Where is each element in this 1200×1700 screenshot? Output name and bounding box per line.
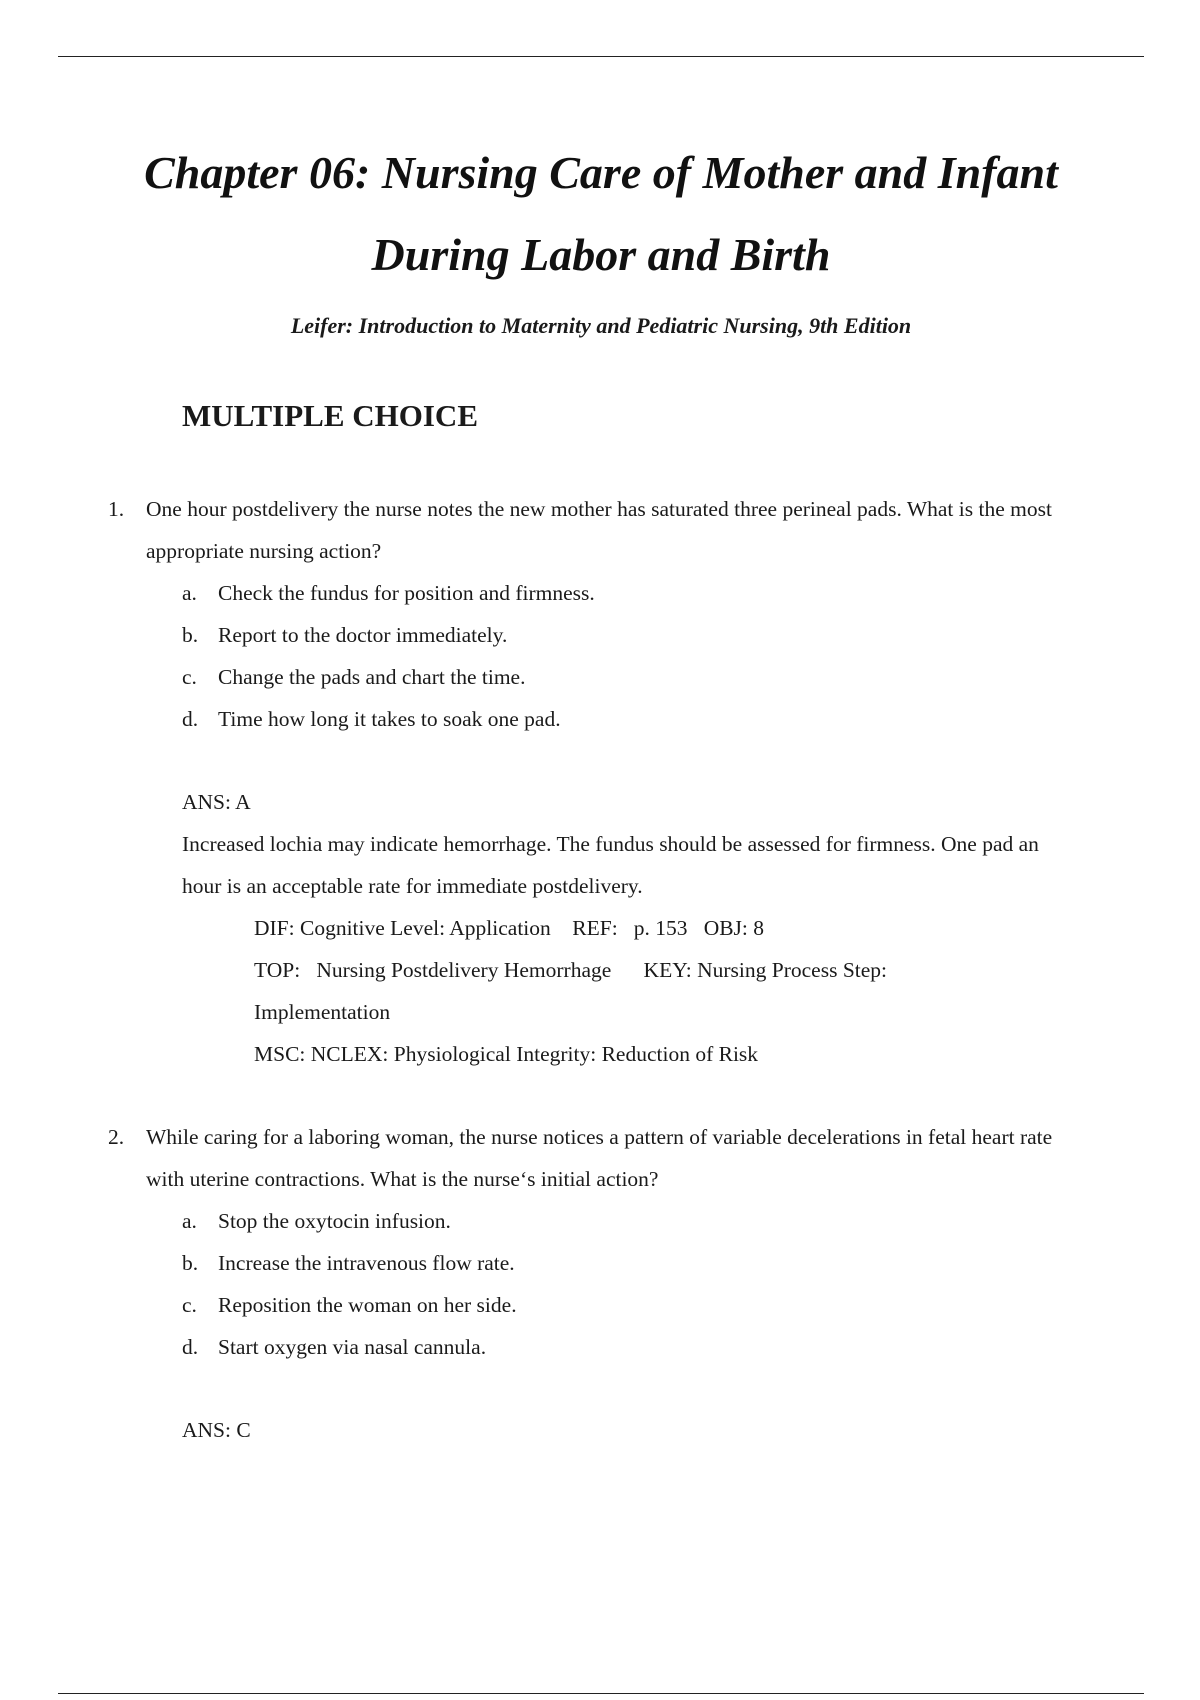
choice-list [0, 572, 1200, 740]
choice-letter: b. [182, 623, 199, 647]
choice-text: Stop the oxytocin infusion. [218, 1209, 451, 1233]
choice-letter: d. [182, 707, 199, 731]
bottom-rule [58, 1693, 1144, 1694]
answer-block [0, 781, 1080, 1075]
top-rule [58, 56, 1144, 57]
choice-text: Check the fundus for position and firmness. [218, 581, 595, 605]
choice-text: Time how long it takes to soak one pad. [218, 707, 561, 731]
question-2 [0, 1116, 1200, 1451]
choice-letter: a. [182, 581, 197, 605]
book-subtitle: Leifer: Introduction to Maternity and Pediatric Nursing, 9th Edition [290, 313, 912, 338]
question-stem [0, 488, 1080, 572]
choice-a [0, 572, 1200, 614]
question-number: 1. [108, 497, 125, 521]
choice-b [0, 1242, 1200, 1284]
meta-msc: MSC: NCLEX: Physiological Integrity: Reduction of Risk [254, 1042, 759, 1066]
answer-key: ANS: A [182, 790, 251, 814]
meta-obj: OBJ: 8 [703, 916, 765, 940]
meta-top: TOP: Nursing Postdelivery Hemorrhage [254, 958, 612, 982]
meta-line-msc [182, 1033, 1080, 1075]
question-text: One hour postdelivery the nurse notes the new mother has saturated three perineal pads. What is the most appropriate nursing action? [146, 497, 1052, 563]
choice-letter: c. [182, 1293, 197, 1317]
choice-c [0, 1284, 1200, 1326]
choice-letter: b. [182, 1251, 199, 1275]
choice-text: Start oxygen via nasal cannula. [218, 1335, 487, 1359]
answer-block [0, 1409, 1080, 1451]
choice-letter: a. [182, 1209, 197, 1233]
chapter-title-line-2: During Labor and Birth [371, 229, 831, 280]
choice-d [0, 698, 1200, 740]
meta-ref: REF: p. 153 [572, 916, 688, 940]
chapter-title-line-1: Chapter 06: Nursing Care of Mother and Infant [144, 147, 1058, 198]
choice-text: Increase the intravenous flow rate. [218, 1251, 515, 1275]
meta-dif: DIF: Cognitive Level: Application [254, 916, 551, 940]
choice-text: Report to the doctor immediately. [218, 623, 508, 647]
question-1 [0, 488, 1200, 1075]
question-number: 2. [108, 1125, 125, 1149]
section-heading: MULTIPLE CHOICE [182, 398, 478, 433]
choice-text: Change the pads and chart the time. [218, 665, 526, 689]
answer-rationale: Increased lochia may indicate hemorrhage. The fundus should be assessed for firmness. One pad an hour is an acceptable rate for immediate postdelivery. [182, 832, 1039, 898]
choice-c [0, 656, 1200, 698]
question-stem [0, 1116, 1080, 1200]
meta-key-continued: Implementation [254, 1000, 391, 1024]
meta-line-key-cont [182, 991, 1080, 1033]
choice-d [0, 1326, 1200, 1368]
choice-b [0, 614, 1200, 656]
meta-line-top [182, 949, 1080, 991]
chapter-title [58, 132, 1144, 296]
choice-letter: c. [182, 665, 197, 689]
choice-letter: d. [182, 1335, 199, 1359]
choice-text: Reposition the woman on her side. [218, 1293, 517, 1317]
choice-list [0, 1200, 1200, 1368]
meta-key: KEY: Nursing Process Step: [643, 958, 888, 982]
answer-key: ANS: C [182, 1418, 251, 1442]
question-text: While caring for a laboring woman, the nurse notices a pattern of variable decelerations in fetal heart rate with uterine contractions. What is the nurse‘s initial action? [146, 1125, 1053, 1191]
meta-line-dif [182, 907, 1080, 949]
choice-a [0, 1200, 1200, 1242]
